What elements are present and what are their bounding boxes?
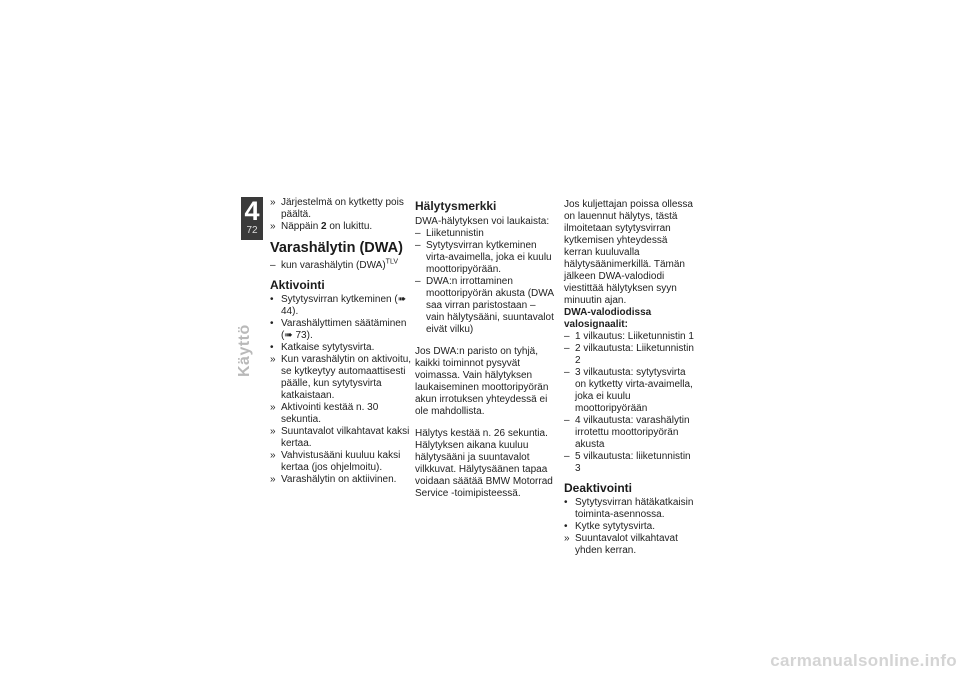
signals-heading: DWA-valodiodissa valosignaalit: xyxy=(564,307,652,330)
list-item-text: Varashälytin on aktiivinen. xyxy=(281,474,397,485)
list-item: » Näppäin 2 on lukittu. xyxy=(270,221,373,232)
section-heading: Varashälytin (DWA) xyxy=(270,240,403,256)
list-item xyxy=(415,240,555,276)
list-marker: – xyxy=(564,415,570,426)
paragraph: Hälytys kestää n. 26 sekuntia. Hälytyksen aikana kuuluu hälytysääni ja suuntavalot vilkkuvat. Hälytysäänen tapaa voidaan säätää BMW Motorrad Service -toimipisteessä. xyxy=(415,428,553,499)
list-item-text: Sytytysvirran kytkeminen virta-avaimella, joka ei kuulu moottoripyörään. xyxy=(426,240,552,275)
list-item-text: Katkaise sytytysvirta. xyxy=(281,342,375,353)
sub-heading: Deaktivointi xyxy=(564,481,633,495)
watermark: carmanualsonline.info xyxy=(770,651,957,670)
paragraph: Jos DWA:n paristo on tyhjä, kaikki toiminnot pysyvät voimassa. Vain hälytyksen laukaiseminen moottoripyörän akun irrotuksen yhteydessä ei ole mahdollista. xyxy=(415,346,549,417)
list-item xyxy=(415,276,555,336)
trigger-list xyxy=(415,228,555,336)
list-item xyxy=(564,343,698,367)
key-label: 2 xyxy=(321,221,327,232)
list-marker: – xyxy=(415,240,421,251)
list-marker: • xyxy=(270,318,274,329)
list-item-text: Kytke sytytysvirta. xyxy=(575,521,656,532)
column-3 xyxy=(564,199,698,557)
list-item xyxy=(270,402,413,426)
option-item: – kun varashälytin (DWA)$^{TLV}$ xyxy=(270,258,398,271)
list-marker: – xyxy=(564,451,570,462)
list-item xyxy=(564,415,698,451)
paragraph: DWA-hälytyksen voi laukaista: xyxy=(415,216,550,227)
list-item xyxy=(270,474,413,486)
list-marker: » xyxy=(270,450,276,461)
list-item xyxy=(415,228,555,240)
list-item xyxy=(564,533,698,557)
list-item-text: Sytytysvirran kytkeminen (➠ 44). xyxy=(281,294,407,317)
list-item: » Järjestelmä on kytketty pois päältä. xyxy=(270,197,404,220)
option-superscript: TLV xyxy=(385,258,398,266)
list-marker: – xyxy=(564,331,570,342)
list-item xyxy=(564,331,698,343)
list-item-text: 4 vilkautusta: varashälytin irrotettu moottoripyörän akusta xyxy=(575,415,690,450)
list-item-text: Suuntavalot vilkahtavat yhden kerran. xyxy=(575,533,678,556)
list-item xyxy=(564,451,698,475)
section-label-text: Käyttö xyxy=(236,324,253,377)
column-2 xyxy=(415,199,555,500)
list-marker: • xyxy=(564,497,568,508)
paragraph: Jos kuljettajan poissa ollessa on lauennut hälytys, tästä ilmoitetaan sytytysvirran kytkemisen yhteydessä kerran kuuluvalla hälytysäänimerkillä. Tämän jälkeen DWA-valodiodi viestittää hälytyksen syyn minuutin ajan. xyxy=(564,199,693,306)
list-marker: – xyxy=(564,367,570,378)
list-marker: – xyxy=(415,228,421,239)
list-marker: » xyxy=(270,426,276,437)
list-item-text: 1 vilkautus: Liiketunnistin 1 xyxy=(575,331,694,342)
deactivation-steps xyxy=(564,497,698,557)
list-marker: » xyxy=(270,402,276,413)
list-item-text: Liiketunnistin xyxy=(426,228,484,239)
list-marker: – xyxy=(564,343,570,354)
list-item xyxy=(270,342,413,354)
list-item-text: Vahvistusääni kuuluu kaksi kertaa (jos ohjelmoitu). xyxy=(281,450,401,473)
chapter-number: 4 xyxy=(244,196,260,226)
list-item-text: 2 vilkautusta: Liiketunnistin 2 xyxy=(575,343,694,366)
signal-list xyxy=(564,331,698,475)
list-item xyxy=(564,367,698,415)
list-item-text: DWA:n irrottaminen moottoripyörän akusta (DWA saa virran paristostaan – vain hälytysääni, suuntavalot eivät vilku) xyxy=(426,276,554,335)
chapter-tab xyxy=(241,197,263,240)
list-item xyxy=(270,354,413,402)
list-item xyxy=(564,497,698,521)
list-item xyxy=(564,521,698,533)
list-item-text: Varashälyttimen säätäminen (➠ 73). xyxy=(281,318,407,341)
list-item-text: 3 vilkautusta: sytytysvirta on kytketty virta-avaimella, joka ei kuulu moottoripyörään xyxy=(575,367,693,414)
list-marker: – xyxy=(415,276,421,287)
list-marker: » xyxy=(270,354,276,365)
list-item xyxy=(270,294,413,318)
list-marker: » xyxy=(270,474,276,485)
activation-steps xyxy=(270,294,413,486)
list-marker: • xyxy=(564,521,568,532)
list-item xyxy=(270,318,413,342)
list-item-text: Sytytysvirran hätäkatkaisin toiminta-asennossa. xyxy=(575,497,694,520)
page-number: 72 xyxy=(246,225,258,236)
sub-heading: Aktivointi xyxy=(270,278,325,292)
list-item-text: Kun varashälytin on aktivoitu, se kytkeytyy automaattisesti päälle, kun sytytysvirta katkaistaan. xyxy=(281,354,412,401)
list-item-text: Suuntavalot vilkahtavat kaksi kertaa. xyxy=(281,426,410,449)
list-item xyxy=(270,426,413,450)
list-marker: • xyxy=(270,342,274,353)
list-marker: » xyxy=(564,533,570,544)
list-item-text: 5 vilkautusta: liiketunnistin 3 xyxy=(575,451,691,474)
list-item-text: Aktivointi kestää n. 30 sekuntia. xyxy=(281,402,379,425)
list-marker: • xyxy=(270,294,274,305)
list-item xyxy=(270,450,413,474)
column-1 xyxy=(270,197,413,486)
section-heading: Hälytysmerkki xyxy=(415,199,497,213)
